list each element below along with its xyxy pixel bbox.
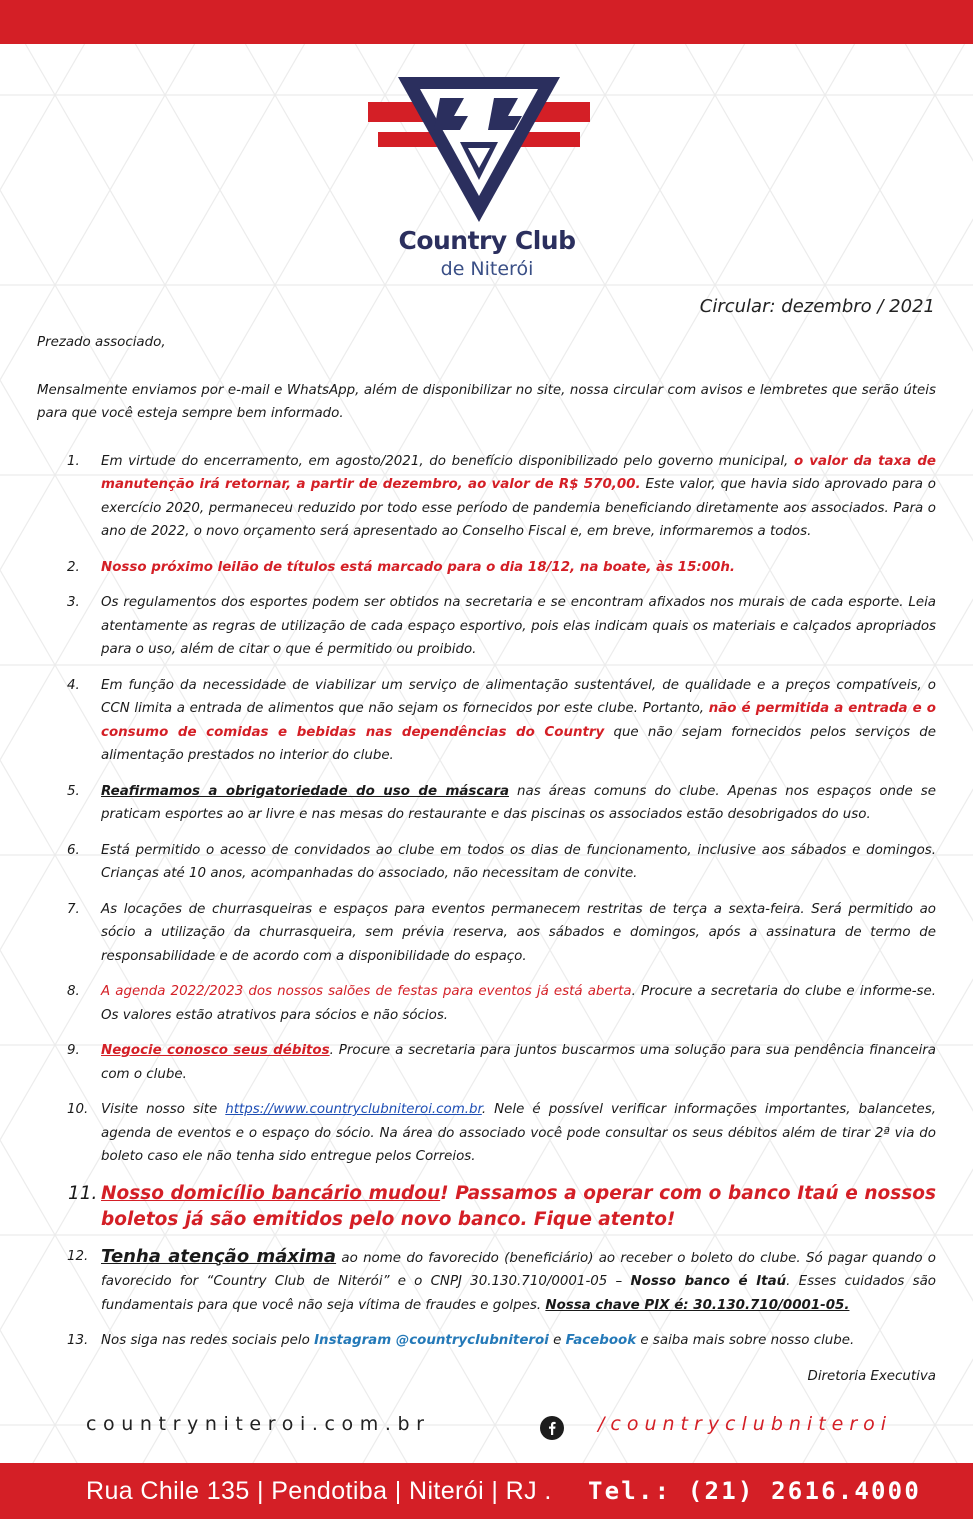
list-item	[37, 556, 936, 580]
circular-date: Circular: dezembro / 2021	[699, 296, 935, 317]
item-text: Visite nosso site	[101, 1102, 226, 1117]
list-item	[37, 980, 936, 1027]
facebook-label: Facebook	[565, 1333, 637, 1348]
item-text: ao nome do favorecido (beneficiário) ao receber o boleto do clube. Só pagar quando o favorecido for “Country Club de Niterói” e o CNPJ 30.130.710/0001-05 –	[101, 1250, 937, 1289]
item-text: Este valor, que havia sido aprovado para o exercício 2020, permaneceu reduzido por todo esse período de pandemia beneficiando diretamente aos associados. Para o ano de 2022, o novo orçamento será apresentado ao Conselho Fiscal e, em breve, informaremos a todos.	[101, 477, 936, 539]
item-number: 6.	[67, 842, 80, 858]
item-text: As locações de churrasqueiras e espaços para eventos permanecem restritas de terça a sexta-feira. Será permitido ao sócio a utilização da churrasqueira, sem prévia reserva, aos sábados e domingos, após a assinatura de termo de responsabilidade e de acordo com a disponibilidade do espaço.	[101, 901, 936, 964]
item-highlight: não é permitida a entrada e o consumo de comidas e bebidas nas dependências do Country	[101, 701, 936, 740]
letter-body	[37, 331, 936, 1388]
item-text: Em função da necessidade de viabilizar um serviço de alimentação sustentável, de qualidade e a preços compatíveis, o CCN limita a entrada de alimentos que não sejam os fornecidos por este clube. Portanto,	[101, 677, 936, 716]
list-item	[37, 1329, 936, 1353]
item-text: . Nele é possível verificar informações importantes, balancetes, agenda de eventos e o espaço do sócio. Na área do associado você pode consultar os seus débitos além de tirar 2ª via do boleto caso ele não tenha sido entregue pelos Correios.	[101, 1102, 936, 1164]
footer-social-handle[interactable]: /countryclubniteroi	[598, 1413, 893, 1435]
item-number: 11.	[68, 1182, 98, 1204]
list-item	[37, 1245, 936, 1318]
item-text: e	[548, 1333, 566, 1348]
item-highlight: Reafirmamos a obrigatoriedade do uso de máscara	[101, 783, 510, 799]
footer-website[interactable]: countryniteroi.com.br	[86, 1413, 431, 1435]
list-item	[37, 780, 936, 827]
item-highlight: o valor da taxa de manutenção irá retornar, a partir de dezembro, ao valor de R$ 570,00.	[101, 453, 936, 492]
list-item	[37, 450, 936, 544]
item-text: . Procure a secretaria do clube e informe-se. Os valores estão atrativos para sócios e não sócios.	[101, 984, 937, 1023]
item-highlight: Nosso domicílio bancário mudou	[101, 1182, 441, 1204]
item-text: . Esses cuidados são fundamentais para que você não seja vítima de fraudes e golpes.	[101, 1274, 936, 1313]
pix-key: Nossa chave PIX é: 30.130.710/0001-05.	[545, 1297, 850, 1313]
item-number: 8.	[67, 984, 80, 999]
greeting: Prezado associado,	[37, 335, 166, 350]
item-highlight: A agenda 2022/2023 dos nossos salões de festas para eventos já está aberta	[101, 984, 632, 999]
intro-paragraph: Mensalmente enviamos por e-mail e WhatsApp, além de disponibilizar no site, nossa circular com avisos e lembretes que serão úteis para que você esteja sempre bem informado.	[37, 382, 936, 421]
item-text: e saiba mais sobre nosso clube.	[636, 1333, 855, 1348]
list-item	[37, 839, 936, 886]
logo-title: Country Club	[398, 226, 576, 255]
facebook-icon	[540, 1416, 564, 1440]
item-number: 7.	[67, 901, 80, 917]
item-highlight: ! Passamos a operar com o banco Itaú e nossos boletos já são emitidos pelo novo banco. Fique atento!	[101, 1182, 936, 1230]
footer-bar	[0, 1463, 973, 1519]
list-item	[37, 1181, 936, 1233]
item-text: nas áreas comuns do clube. Apenas nos espaços onde se praticam esportes ao ar livre e nas mesas do restaurante e das piscinas os associados estão desobrigados do uso.	[101, 783, 936, 822]
top-red-bar	[0, 0, 973, 44]
item-highlight: Nosso próximo leilão de títulos está marcado para o dia 18/12, na boate, às 15:00h.	[101, 559, 735, 575]
list-item	[37, 591, 936, 662]
item-number: 9.	[67, 1043, 80, 1058]
footer-address: Rua Chile 135 | Pendotiba | Niterói | RJ .	[86, 1477, 552, 1505]
website-link[interactable]: https://www.countryclubniteroi.com.br	[225, 1102, 482, 1117]
item-text: Os regulamentos dos esportes podem ser obtidos na secretaria e se encontram afixados nos murais de cada esporte. Leia atentamente as regras de utilização de cada espaço esportivo, pois elas indicam quais os materiais e calçados apropriados para o uso, além de citar o que é permitido ou proibido.	[101, 595, 936, 657]
item-number: 10.	[67, 1102, 89, 1117]
item-text: Está permitido o acesso de convidados ao clube em todos os dias de funcionamento, inclusive aos sábados e domingos. Crianças até 10 anos, acompanhadas do associado, não necessitam de convite.	[101, 842, 936, 881]
list-item	[37, 1039, 936, 1086]
item-text: Em virtude do encerramento, em agosto/2021, do benefício disponibilizado pelo governo municipal,	[101, 453, 794, 469]
item-number: 3.	[67, 595, 80, 610]
footer-phone: Tel.: (21) 2616.4000	[588, 1477, 921, 1505]
list-item	[37, 898, 936, 969]
item-number: 2.	[67, 559, 80, 575]
item-number: 1.	[67, 453, 80, 469]
item-number: 12.	[67, 1248, 89, 1264]
item-number: 4.	[67, 677, 80, 693]
signature: Diretoria Executiva	[807, 1368, 936, 1384]
item-text: . Procure a secretaria para juntos buscarmos uma solução para sua pendência financeira com o clube.	[101, 1043, 936, 1082]
list-item	[37, 674, 936, 768]
item-bold: Nosso banco é Itaú	[630, 1274, 787, 1289]
item-highlight: Negocie conosco seus débitos	[101, 1043, 330, 1058]
item-highlight: Tenha atenção máxima	[101, 1245, 337, 1267]
list-item	[37, 1098, 936, 1169]
logo-subtitle: de Niterói	[440, 258, 534, 280]
item-text: Nos siga nas redes sociais pelo	[101, 1333, 315, 1348]
instagram-handle: Instagram @countryclubniteroi	[314, 1333, 549, 1348]
item-text: que não sejam fornecidos pelos serviços de alimentação prestados no interior do clube.	[101, 724, 937, 763]
item-number: 13.	[67, 1333, 89, 1348]
item-number: 5.	[67, 783, 80, 799]
